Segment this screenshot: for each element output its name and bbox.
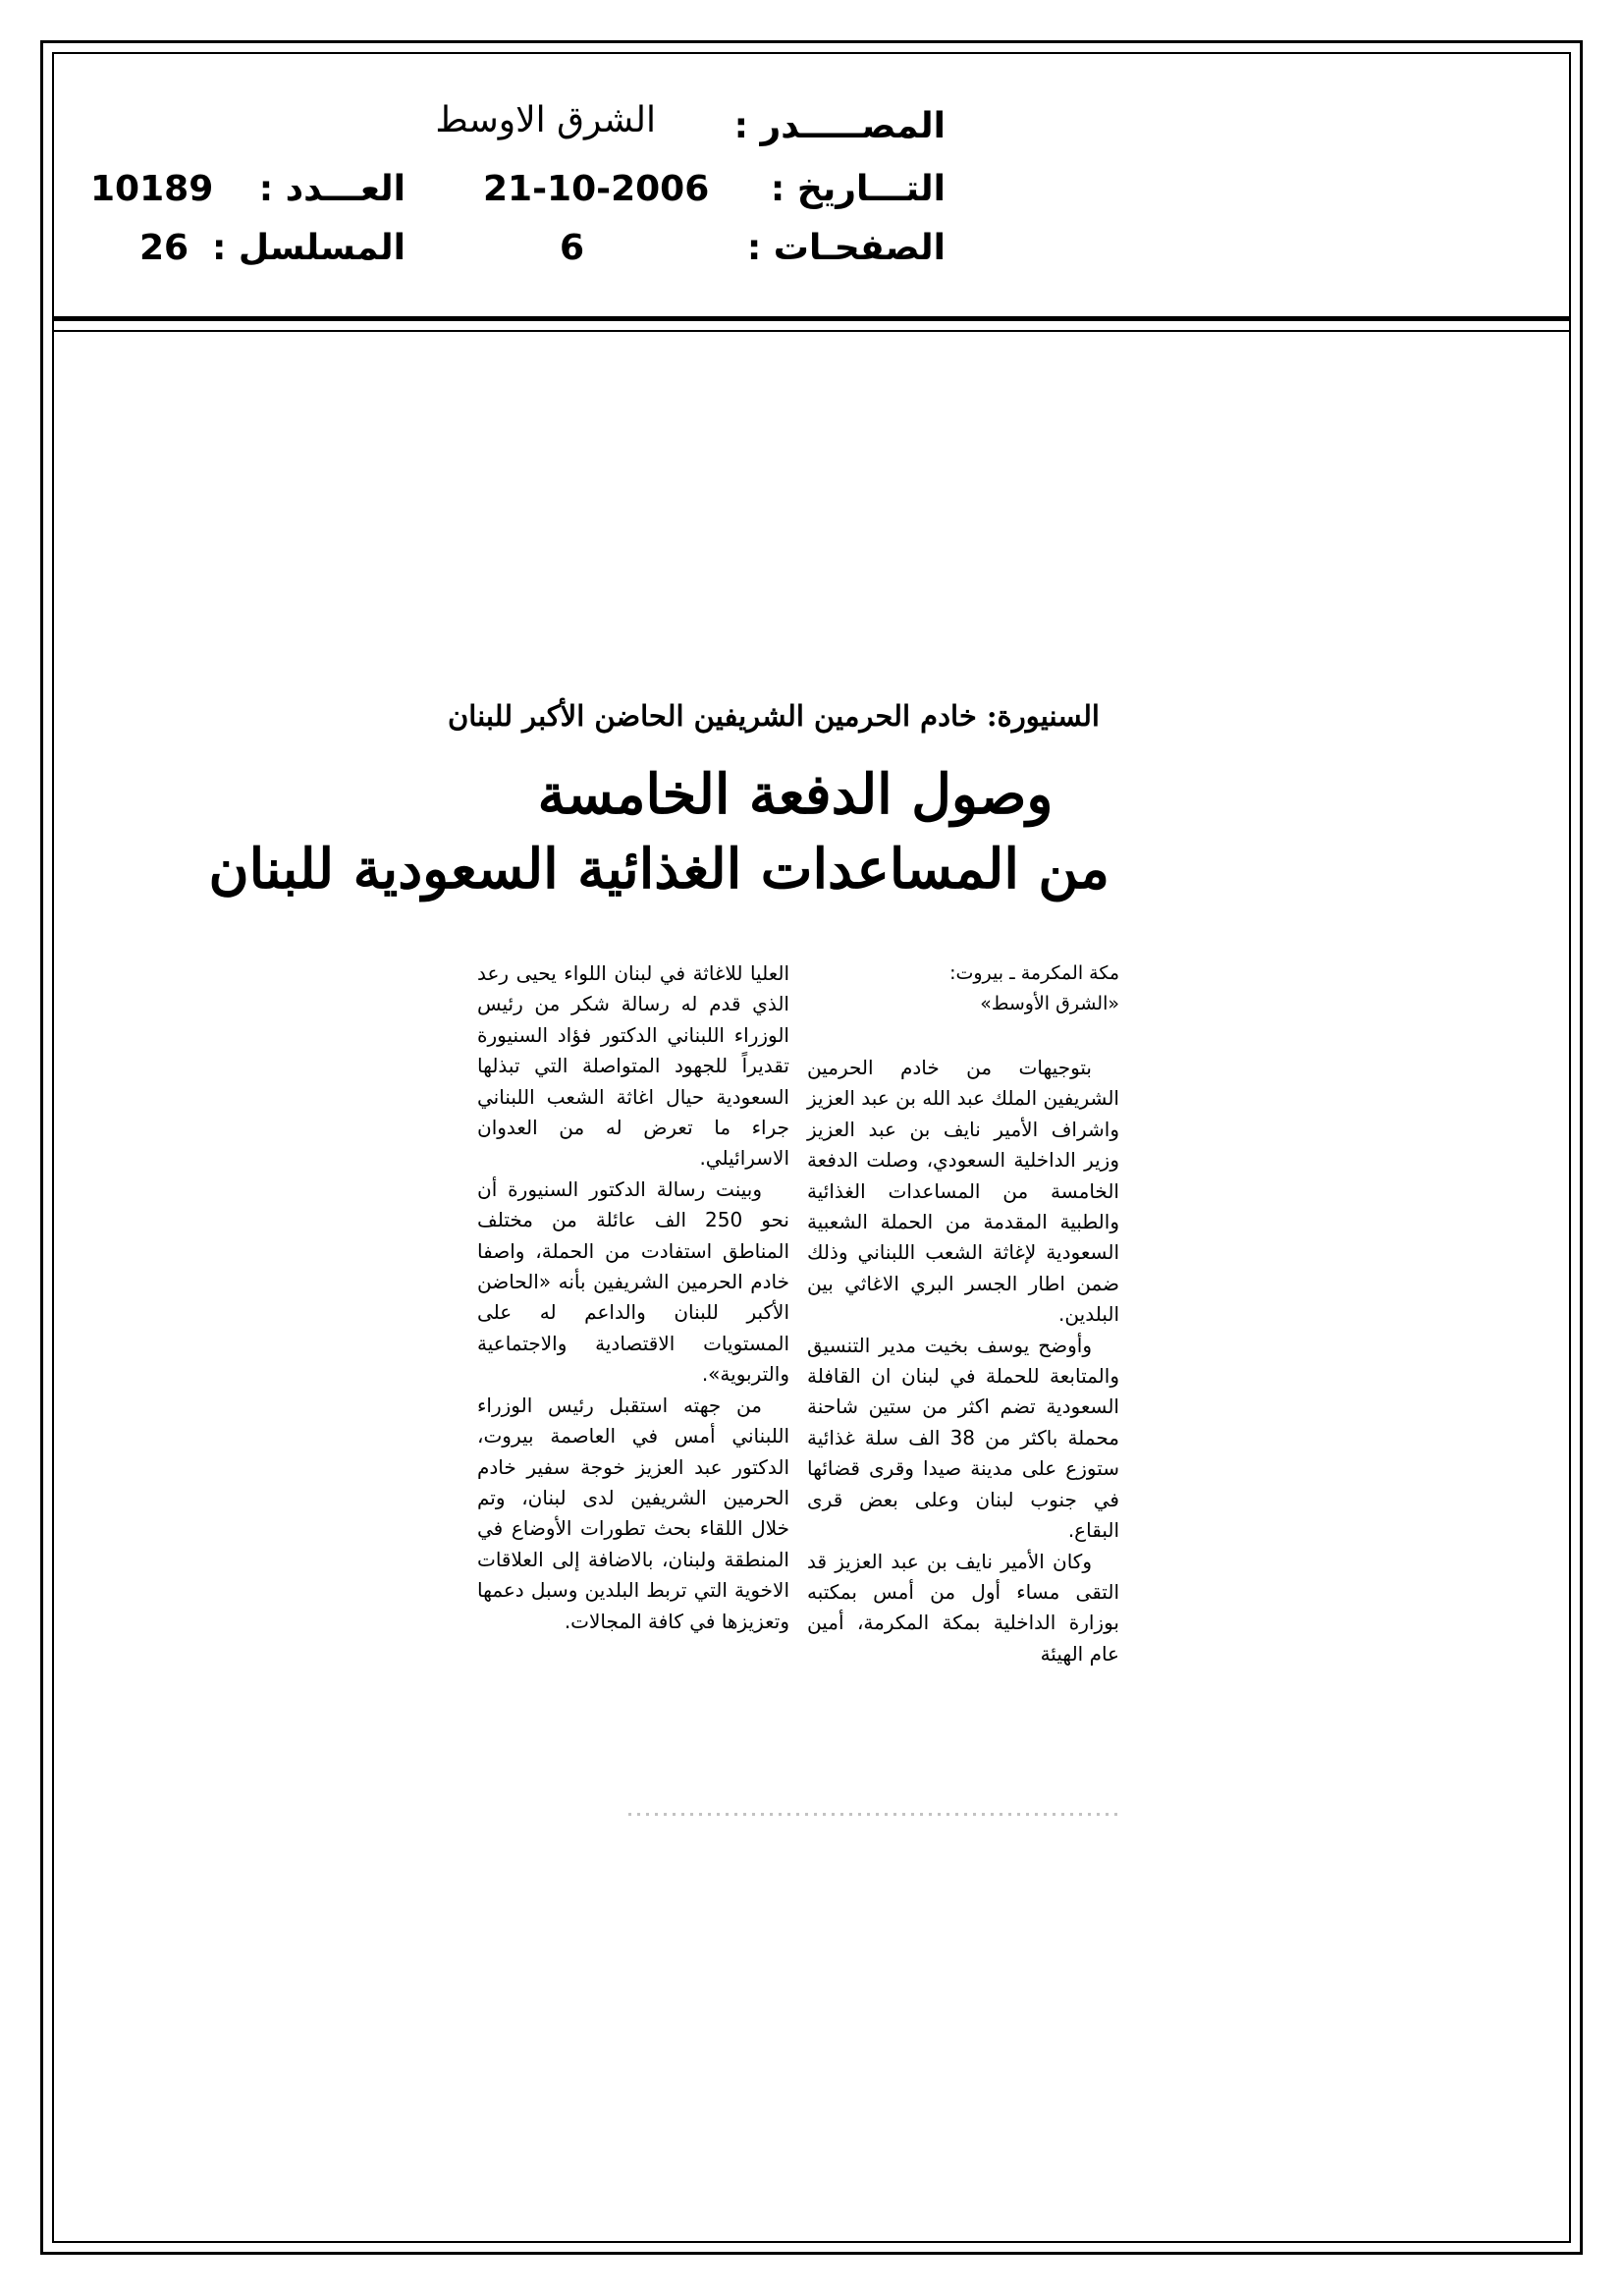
pages-value: 6: [560, 228, 585, 268]
serial-label: المسلسل :: [211, 228, 406, 268]
article-paragraph: العليا للاغاثة في لبنان اللواء يحيى رعد الذي قدم له رسالة شكر من رئيس الوزراء اللبناني الدكتور فؤاد السنيورة تقديراً للجهود المتواصلة التي تبذلها السعودية حيال اغاثة الشعب اللبناني جراء ما تعرض له من العدوان الاسرائيلي.: [477, 961, 789, 1171]
issue-label: العـــدد :: [258, 169, 406, 209]
article-headline-line2: من المساعدات الغذائية السعودية للبنان: [208, 837, 1109, 902]
article-paragraph: بتوجيهات من خادم الحرمين الشريفين الملك عبد الله بن عبد العزيز واشراف الأمير نايف بن عبد العزيز وزير الداخلية السعودي، وصلت الدفعة الخامسة من المساعدات الغذائية والطبية المقدمة من الحملة الشعبية السعودية لإغاثة الشعب اللبناني وذلك ضمن اطار الجسر البري الاغاثي بين البلدين.: [807, 1056, 1119, 1327]
article-paragraph: وكان الأمير نايف بن عبد العزيز قد التقى مساء أول من أمس بمكتبه بوزارة الداخلية بمكة المكرمة، أمين عام الهيئة: [807, 1549, 1119, 1666]
article-kicker: السنيورة: خادم الحرمين الشريفين الحاضن الأكبر للبنان: [447, 699, 1100, 733]
source-label: المصـــــدر :: [733, 106, 946, 146]
news-clipping: [208, 687, 1119, 1807]
article-paragraph: وبينت رسالة الدكتور السنيورة أن نحو 250 الف عائلة من مختلف المناطق استفادت من الحملة، واصفا خادم الحرمين الشريفين بأنه «الحاضن الأكبر للبنان والداعم له على المستويات الاقتصادية والاجتماعية والتربوية».: [477, 1176, 790, 1387]
header-divider-thick: [52, 316, 1571, 321]
date-label: التـــاريخ :: [770, 169, 946, 209]
dateline-source: «الشرق الأوسط»: [980, 993, 1119, 1014]
article-headline-line1: وصول الدفعة الخامسة: [537, 762, 1054, 827]
header-divider-thin: [52, 330, 1571, 332]
pages-label: الصفحـات :: [746, 228, 946, 268]
article-column-right: [807, 958, 1119, 1669]
dateline-location: مكة المكرمة ـ بيروت:: [949, 962, 1119, 984]
scan-artifact: [628, 1813, 1119, 1816]
date-value: 21-10-2006: [483, 169, 710, 209]
serial-value: 26: [139, 228, 189, 268]
article-column-left: [477, 958, 789, 1637]
source-value: الشرق الاوسط: [435, 100, 656, 140]
article-dateline: [807, 958, 1119, 1019]
article-paragraph: من جهته استقبل رئيس الوزراء اللبناني أمس في العاصمة بيروت، الدكتور عبد العزيز خوجة سفير خادم الحرمين الشريفين لدى لبنان، وتم خلال اللقاء بحث تطورات الأوضاع في المنطقة ولبنان، بالاضافة إلى العلاقات الاخوية التي تربط البلدين وسبل دعمها وتعزيزها في كافة المجالات.: [477, 1393, 789, 1633]
article-paragraph: وأوضح يوسف بخيت مدير التنسيق والمتابعة للحملة في لبنان ان القافلة السعودية تضم اكثر من ستين شاحنة محملة باكثر من 38 الف سلة غذائية ستوزع على مدينة صيدا وقرى قضائها في جنوب لبنان وعلى بعض قرى البقاع.: [807, 1333, 1119, 1543]
issue-value: 10189: [90, 169, 214, 209]
